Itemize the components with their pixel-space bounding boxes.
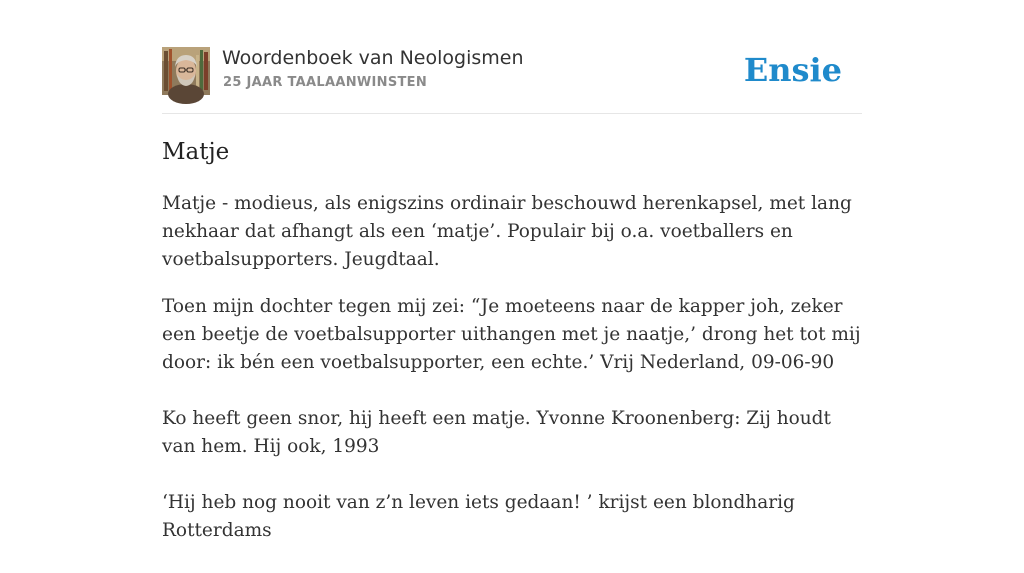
author-portrait-icon[interactable] [162,47,210,95]
site-subtitle: 25 JAAR TAALAANWINSTEN [223,75,428,90]
site-title[interactable]: Woordenboek van Neologismen [222,47,524,69]
entry-definition: Matje - modieus, als enigszins ordinair beschouwd herenkapsel, met lang nekhaar dat afhangt als een ‘matje’. Populair bij o.a. voetballers en voetbalsupporters. Jeugdtaal. [162,193,852,270]
entry-body [162,190,866,573]
citation-paragraph: Ko heeft geen snor, hij heeft een matje. Yvonne Kroonenberg: Zij houdt van hem. Hij ook, 1993 [162,408,831,457]
citation-paragraph: ‘Hij heb nog nooit van z’n leven iets gedaan! ’ krijst een blondharig Rotterdams [162,492,795,541]
site-header [162,47,862,114]
ensie-logo-link[interactable]: Ensie [743,51,842,89]
entry-title: Matje [162,139,230,165]
avatar-image [162,47,210,95]
citation-paragraph: Toen mijn dochter tegen mij zei: “Je moeteens naar de kapper joh, zeker een beetje de voetbalsupporter uithangen met je naatje,’ drong het tot mij door: ik bén een voetbalsupporter, een echte.’ Vrij Nederland, 09-06-90 [162,296,861,373]
